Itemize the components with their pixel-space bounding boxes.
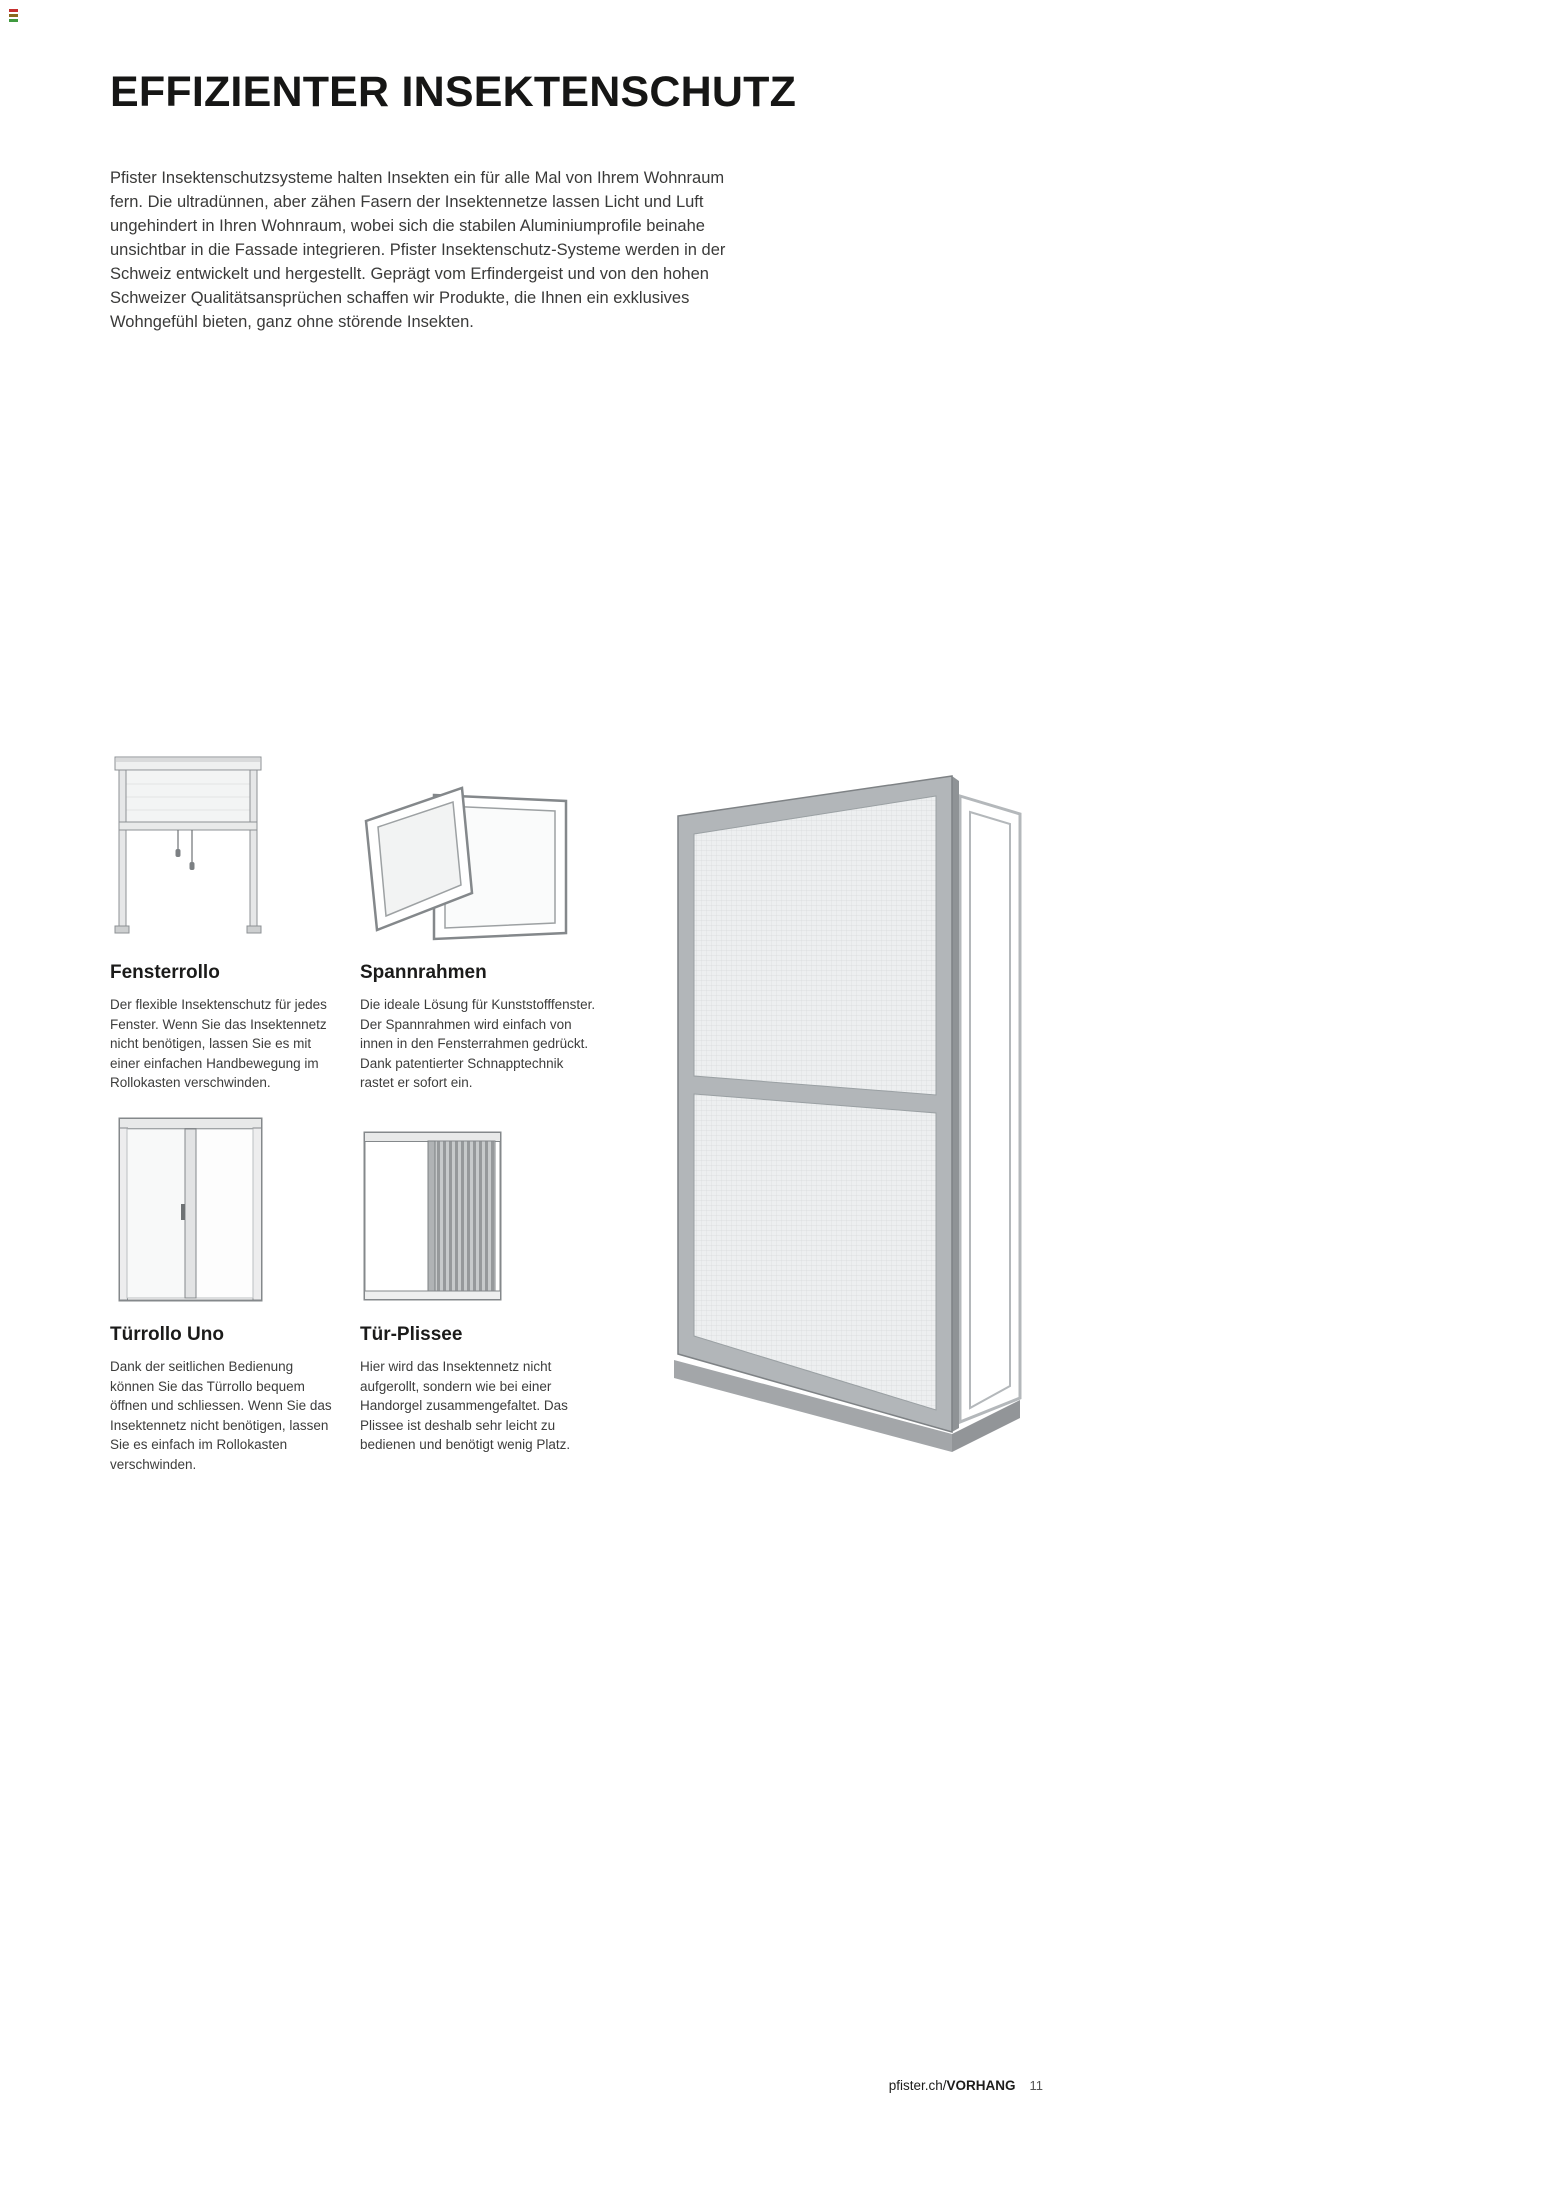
product-description-tuerrollo-uno: Dank der seitlichen Bedienung können Sie das Türrollo bequem öffnen und schliessen. Wenn Sie das Insektennetz nicht benötigen, lassen Sie es einfach im Rollokasten verschwinden.: [110, 1359, 332, 1472]
product-title-tuer-plissee: Tür-Plissee: [360, 1324, 463, 1345]
product-title-fensterrollo: Fensterrollo: [110, 962, 220, 983]
page-title: EFFIZIENTER INSEKTENSCHUTZ: [110, 68, 797, 116]
product-title-spannrahmen: Spannrahmen: [360, 962, 487, 983]
intro-paragraph: Pfister Insektenschutzsysteme halten Insekten ein für alle Mal von Ihrem Wohnraum fern. Die ultradünnen, aber zähen Fasern der Insektennetze lassen Licht und Luft ungehindert in Ihren Wohnraum, wobei sich die stabilen Aluminiumprofile beinahe unsichtbar in die Fassade integrieren. Pfister Insektenschutz-Systeme werden in der Schweiz entwickelt und hergestellt. Geprägt vom Erfindergeist und von den hohen Schweizer Qualitätsansprüchen schaffen wir Produkte, die Ihnen ein exklusives Wohngefühl bieten, ganz ohne störende Insekten.: [110, 169, 726, 331]
tuer-plissee-illustration: [362, 1130, 503, 1302]
product-title-tuerrollo-uno: Türrollo Uno: [110, 1324, 224, 1345]
page-number: 11: [1029, 2078, 1043, 2093]
print-registration-mark: [9, 9, 18, 22]
window-roller-blind-icon: [112, 752, 264, 938]
screen-door-hero-illustration: [666, 770, 1040, 1452]
spannrahmen-illustration: [360, 782, 572, 948]
product-description-spannrahmen: Die ideale Lösung für Kunststofffenster. Der Spannrahmen wird einfach von innen in den Fensterrahmen gedrückt. Dank patentierter Schnapptechnik rastet er sofort ein.: [360, 997, 596, 1090]
pleated-door-screen-icon: [362, 1130, 503, 1302]
product-description-tuer-plissee: Hier wird das Insektennetz nicht aufgerollt, sondern wie bei einer Handorgel zusammengefaltet. Das Plissee ist deshalb sehr leicht zu bedienen und benötigt wenig Platz.: [360, 1359, 571, 1452]
fensterrollo-illustration: [112, 752, 264, 938]
product-description-fensterrollo: Der flexible Insektenschutz für jedes Fenster. Wenn Sie das Insektennetz nicht benötigen, lassen Sie es mit einer einfachen Handbewegung im Rollokasten verschwinden.: [110, 997, 327, 1090]
door-roller-screen-icon: [117, 1116, 264, 1303]
tuerrollo-uno-illustration: [117, 1116, 264, 1303]
page-footer: [670, 2078, 1043, 2093]
open-screen-door-icon: [666, 770, 1040, 1452]
footer-site: pfister.ch/: [888, 2078, 947, 2093]
footer-section: VORHANG: [946, 2078, 1016, 2093]
tension-frame-window-icon: [360, 782, 572, 948]
